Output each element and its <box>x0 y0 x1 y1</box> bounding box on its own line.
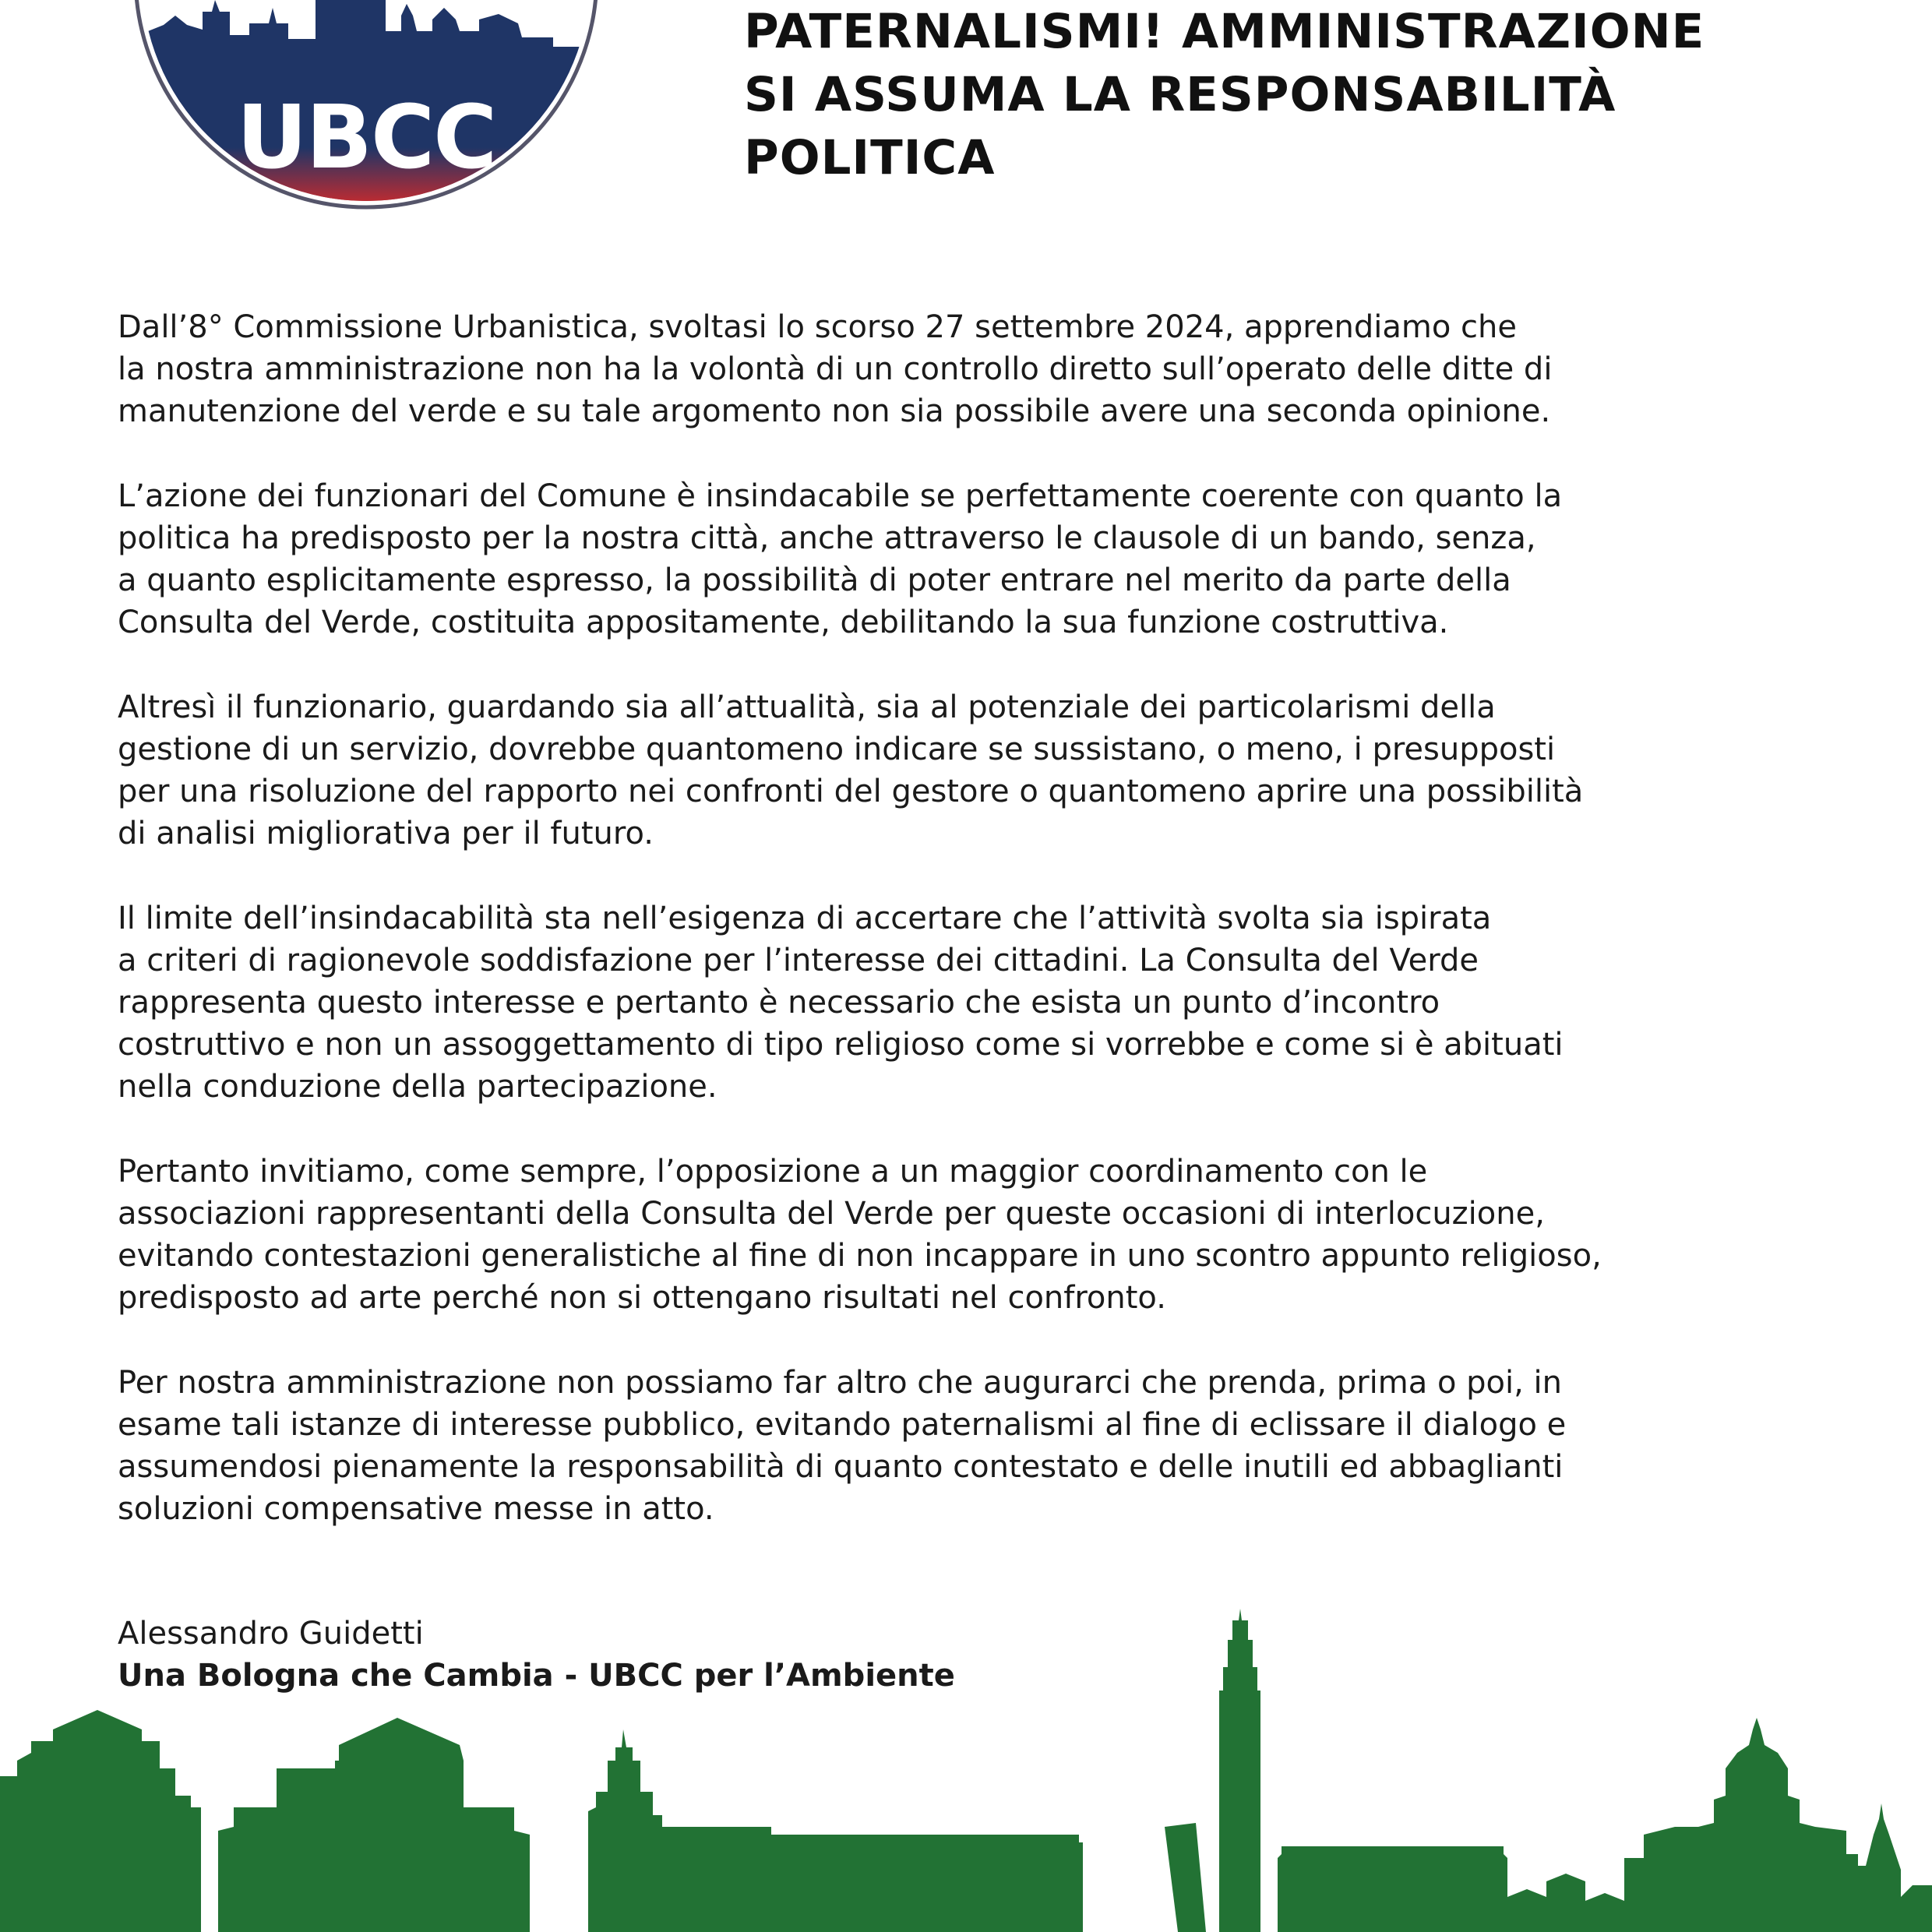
text-line: di analisi migliorativa per il futuro. <box>118 816 654 851</box>
paragraph-3 <box>118 686 1878 855</box>
text-line: manutenzione del verde e su tale argomento non sia possibile avere una seconda opinione. <box>118 393 1551 429</box>
text-line: predisposto ad arte perché non si ottengano risultati nel confronto. <box>118 1280 1166 1316</box>
headline-line: POLITICA <box>744 130 996 185</box>
text-line: evitando contestazioni generalistiche al fine di non incappare in uno scontro appunto religioso, <box>118 1238 1602 1274</box>
organization-name: Una Bologna che Cambia - UBCC per l’Ambiente <box>118 1658 955 1694</box>
text-line: assumendosi pienamente la responsabilità di quanto contestato e delle inutili ed abbaglianti <box>118 1449 1564 1485</box>
paragraph-2 <box>118 475 1878 643</box>
text-line: politica ha predisposto per la nostra città, anche attraverso le clausole di un bando, senza, <box>118 520 1536 556</box>
ubcc-logo <box>117 0 615 210</box>
text-line: a quanto esplicitamente espresso, la possibilità di poter entrare nel merito da parte della <box>118 562 1511 598</box>
text-line: rappresenta questo interesse e pertanto è necessario che esista un punto d’incontro <box>118 985 1440 1021</box>
text-line: per una risoluzione del rapporto nei confronti del gestore o quantomeno aprire una possibilità <box>118 774 1584 809</box>
author-name: Alessandro Guidetti <box>118 1616 424 1652</box>
city-skyline-illustration <box>0 1601 1932 1932</box>
text-line: Il limite dell’insindacabilità sta nell’esigenza di accertare che l’attività svolta sia ispirata <box>118 901 1492 936</box>
text-line: costruttivo e non un assoggettamento di tipo religioso come si vorrebbe e come si è abituati <box>118 1027 1564 1063</box>
text-line: Consulta del Verde, costituita appositamente, debilitando la sua funzione costruttiva. <box>118 605 1449 640</box>
text-line: esame tali istanze di interesse pubblico, evitando paternalismi al fine di eclissare il dialogo e <box>118 1407 1567 1443</box>
logo-text: UBCC <box>236 87 496 189</box>
headline-line: SI ASSUMA LA RESPONSABILITÀ <box>744 67 1616 122</box>
text-line: Altresì il funzionario, guardando sia all’attualità, sia al potenziale dei particolarismi della <box>118 689 1496 725</box>
text-line: soluzioni compensative messe in atto. <box>118 1491 714 1527</box>
paragraph-4 <box>118 897 1878 1108</box>
text-line: nella conduzione della partecipazione. <box>118 1069 717 1105</box>
article-body <box>118 306 1878 1573</box>
headline-line: PATERNALISMI! AMMINISTRAZIONE <box>744 4 1705 59</box>
text-line: Dall’8° Commissione Urbanistica, svoltasi lo scorso 27 settembre 2024, apprendiamo che <box>118 309 1517 345</box>
text-line: a criteri di ragionevole soddisfazione per l’interesse dei cittadini. La Consulta del Verde <box>118 943 1479 978</box>
headline <box>744 0 1850 189</box>
text-line: Per nostra amministrazione non possiamo far altro che augurarci che prenda, prima o poi, in <box>118 1365 1563 1401</box>
text-line: Pertanto invitiamo, come sempre, l’opposizione a un maggior coordinamento con le <box>118 1154 1428 1190</box>
text-line: L’azione dei funzionari del Comune è insindacabile se perfettamente coerente con quanto la <box>118 478 1563 514</box>
text-line: associazioni rappresentanti della Consulta del Verde per queste occasioni di interlocuzione, <box>118 1196 1545 1232</box>
text-line: la nostra amministrazione non ha la volontà di un controllo diretto sull’operato delle ditte di <box>118 351 1553 387</box>
text-line: gestione di un servizio, dovrebbe quantomeno indicare se sussistano, o meno, i presupposti <box>118 732 1556 767</box>
paragraph-1 <box>118 306 1878 432</box>
paragraph-6 <box>118 1362 1878 1530</box>
paragraph-5 <box>118 1151 1878 1319</box>
